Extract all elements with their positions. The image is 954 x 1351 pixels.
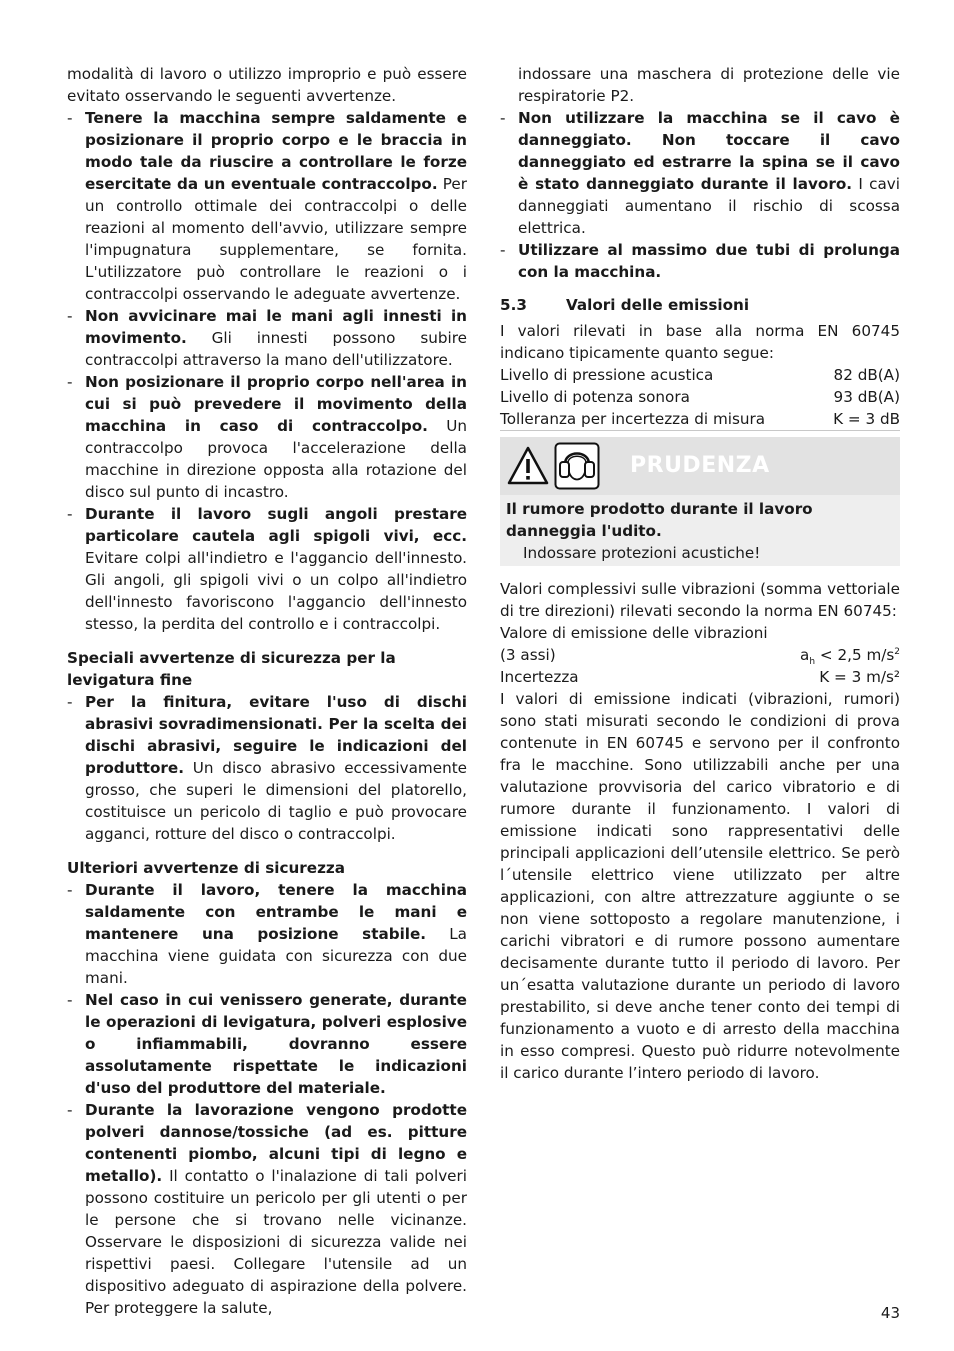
vib-symbol: a xyxy=(800,646,810,664)
list-item xyxy=(67,879,467,989)
heading-further-warnings: Ulteriori avvertenze di sicurezza xyxy=(67,859,345,877)
warning-body xyxy=(500,495,900,566)
heading-fine-sanding: Speciali avvertenze di sicurezza per la levigatura fine xyxy=(67,649,396,689)
list-item xyxy=(500,107,900,239)
item-bold: Non posizionare il proprio corpo nell'area in cui si può prevedere il movimento della macchina in caso di contraccolpo. xyxy=(85,373,467,435)
section-number: 5.3 xyxy=(500,296,527,314)
item-text: Un contraccolpo provoca l'accelerazione della macchine in direzione opposta alla rotazione del disco sul punto di incastro. xyxy=(85,417,467,501)
list-item xyxy=(67,691,467,845)
continued-text: indossare una maschera di protezione delle vie respiratorie P2. xyxy=(518,65,900,105)
item-bold: Nel caso in cui venissero generate, durante le operazioni di levigatura, polveri esplosive o infiammabili, dovranno essere assolutamente rispettate le indicazioni d'uso del produttore del materiale. xyxy=(85,991,467,1097)
warning-instruction: Indossare protezioni acustiche! xyxy=(523,544,761,562)
list-item xyxy=(67,107,467,305)
closing-paragraph: I valori di emissione indicati (vibrazioni, rumori) sono stati misurati secondo le condizioni di prova contenute in EN 60745 e servono per il confronto fra le macchine. Sono utilizzabili anche per una valutazione provvisoria del carico vibratorio e di rumore durante il funzionamento. I valori di emissione indicati sono rappresentativi delle principali applicazioni dell’utensile elettrico. Se però l´utensile elettrico viene utilizzato per altre applicazioni, con altre attrezzature aggiunte o se non viene sottoposto a regolare manutenzione, i carichi vibratori e di rumore possono aumentare decisamente durante tutto il periodo di lavoro. Per un´esatta valutazione durante un periodo di lavoro prestabilito, si deve anche tener conto dei tempi di funzionamento a vuoto e di arresto della macchina in esso compresi. Questo può ridurre notevolmente il carico durante l’intero periodo di lavoro. xyxy=(500,690,900,1082)
row-value: 82 dB(A) xyxy=(833,366,900,384)
row-label: Tolleranza per incertezza di misura xyxy=(500,410,766,428)
page-number: 43 xyxy=(880,1304,900,1322)
dash: - xyxy=(67,505,73,523)
list-item xyxy=(67,989,467,1099)
warning-title: PRUDENZA xyxy=(630,453,770,478)
vib-number: < 2,5 m/s xyxy=(815,646,895,664)
warning-box xyxy=(500,437,900,566)
warning-header xyxy=(500,437,900,495)
list-item xyxy=(67,1099,467,1319)
dash: - xyxy=(67,373,73,391)
vib-exponent: 2 xyxy=(894,646,900,657)
item-text: La macchina viene guidata con sicurezza con due mani. xyxy=(85,925,467,987)
item-text: I cavi danneggiati aumentano il rischio di scossa elettrica. xyxy=(518,175,900,237)
row-label: Livello di pressione acustica xyxy=(500,366,714,384)
dash: - xyxy=(67,307,73,325)
item-bold: Per la finitura, evitare l'uso di dischi abrasivi sovradimensionati. Per la scelta dei dischi abrasivi, seguire le indicazioni del produttore. xyxy=(85,693,467,777)
item-text: Evitare colpi all'indietro e l'aggancio dell'innesto. Gli angoli, gli spigoli vivi o un colpo all'indietro dell'innesto favoriscono l'aggancio dell'innesto stesso, la perdita del controllo e i contraccolpi. xyxy=(85,549,467,633)
intro-paragraph: modalità di lavoro o utilizzo improprio e può essere evitato osservando le seguenti avvertenze. xyxy=(67,65,467,105)
list-item xyxy=(500,239,900,283)
item-text: Per un controllo ottimale dei contraccolpi o delle reazioni al momento dell'avvio, utilizzare sempre l'impugnatura supplementare, se fornita. L'utilizzatore può controllare le reazioni o i contraccolpi osservando le adeguate avvertenze. xyxy=(85,175,467,303)
vibration-axes: (3 assi) xyxy=(500,646,556,664)
section-title: Valori delle emissioni xyxy=(566,296,750,314)
vibration-label: Valore di emissione delle vibrazioni xyxy=(500,624,768,642)
dash: - xyxy=(500,109,506,127)
dash: - xyxy=(67,109,73,127)
warning-triangle-icon xyxy=(506,444,550,488)
item-bold: Utilizzare al massimo due tubi di prolunga con la macchina. xyxy=(518,241,900,281)
dash: - xyxy=(67,881,73,899)
item-text: Gli innesti possono subire contraccolpi attraverso la mano dell'utilizzatore. xyxy=(85,329,467,369)
item-bold: Durante il lavoro, tenere la macchina saldamente con entrambe le mani e mantenere una posizione stabile. xyxy=(85,881,467,943)
item-bold: Durante la lavorazione vengono prodotte polveri dannose/tossiche (ad es. pitture contenenti piombo, alcuni tipi di legno e metallo). xyxy=(85,1101,467,1185)
list-item xyxy=(67,371,467,503)
warning-icons xyxy=(506,442,600,490)
list-item xyxy=(67,503,467,635)
section-heading xyxy=(500,294,900,316)
fine-sanding-warnings xyxy=(67,691,467,845)
item-bold: Tenere la macchina sempre saldamente e posizionare il proprio corpo e le braccia in modo tale da riuscire a controllare le forze esercitate da un eventuale contraccolpo. xyxy=(85,109,467,193)
item-bold: Non utilizzare la macchina se il cavo è danneggiato. Non toccare il cavo danneggiato ed estrarre la spina se il cavo è stato danneggiato durante il lavoro. xyxy=(518,109,900,193)
kickback-warnings xyxy=(67,107,467,635)
item-text: Un disco abrasivo eccessivamente grosso, che superi le dimensioni del platorello, costituisce un pericolo di taglio e può provocare agganci, rotture del disco o contraccolpi. xyxy=(85,759,467,843)
ear-protection-icon xyxy=(554,442,600,490)
uncertainty-value: K = 3 m/s² xyxy=(819,668,900,686)
item-bold: Non avvicinare mai le mani agli innesti in movimento. xyxy=(85,307,467,347)
further-warnings xyxy=(67,879,467,1319)
uncertainty-label: Incertezza xyxy=(500,668,579,686)
row-value: 93 dB(A) xyxy=(833,388,900,406)
left-column xyxy=(67,63,467,1319)
dash: - xyxy=(67,693,73,711)
vibration-value xyxy=(800,644,900,666)
item-bold: Durante il lavoro sugli angoli prestare particolare cautela agli spigoli vivi, ecc. xyxy=(85,505,467,545)
uncertainty-row xyxy=(500,666,900,688)
dash: - xyxy=(500,241,506,259)
table-row xyxy=(500,408,900,431)
warning-text: Il rumore prodotto durante il lavoro danneggia l'udito. xyxy=(506,500,813,540)
emissions-intro: I valori rilevati in base alla norma EN 60745 indicano tipicamente quanto segue: xyxy=(500,322,900,362)
dash: - xyxy=(67,1101,73,1119)
table-row xyxy=(500,364,900,386)
noise-table xyxy=(500,364,900,431)
row-label: Livello di potenza sonora xyxy=(500,388,690,406)
right-column xyxy=(500,63,900,1084)
vibration-intro: Valori complessivi sulle vibrazioni (somma vettoriale di tre direzioni) rilevati secondo la norma EN 60745: xyxy=(500,580,900,620)
table-row xyxy=(500,386,900,408)
item-text: Il contatto o l'inalazione di tali polveri possono costituire un pericolo per gli utenti o per le persone che si trovano nelle vicinanze. Osservare le disposizioni di sicurezza valide nei rispettivi paesi. Collegare l'utensile ad un dispositivo adeguato di aspirazione della polvere. Per proteggere la salute, xyxy=(85,1167,467,1317)
vibration-row xyxy=(500,644,900,666)
row-value: K = 3 dB xyxy=(833,410,900,428)
vib-subscript: h xyxy=(809,657,816,668)
dash: - xyxy=(67,991,73,1009)
list-item xyxy=(67,305,467,371)
